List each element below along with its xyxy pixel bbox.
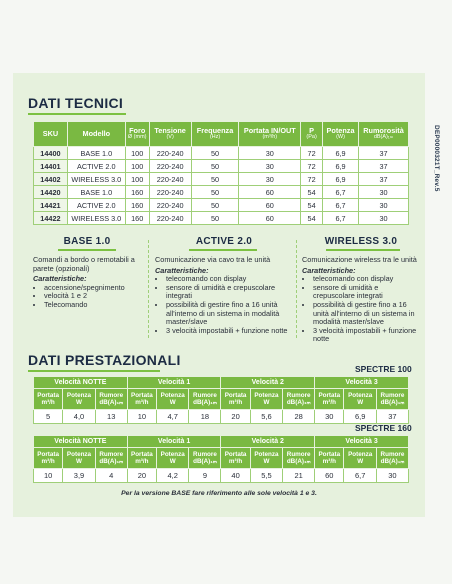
perf-group-header: Velocità 1 [127,377,221,389]
perf-subheader-unit: dB(A)₁ₘ [380,399,405,406]
perf-value-cell: 10 [127,410,156,424]
table-cell: 6,7 [323,212,359,225]
table-cell: 30 [359,186,409,199]
table-cell: ACTIVE 2.0 [67,160,125,173]
perf-group-header: Velocità 2 [221,377,315,389]
table-cell: 100 [125,173,149,186]
table-cell: 160 [125,186,149,199]
perf-subheader-cell [95,448,127,469]
column-divider [296,240,297,338]
table-cell: 160 [125,199,149,212]
tech-header-cell [34,122,68,147]
perf-value-cell: 5,6 [250,410,282,424]
feature-item: • Telecomando [44,301,141,310]
perf-subheader-label: Portata [131,450,153,458]
perf-subheader-unit: dB(A)₁ₘ [380,458,405,465]
perf-subheader-label: Potenza [66,391,92,399]
table-cell: 54 [301,212,323,225]
table-cell: 30 [359,212,409,225]
table-cell: BASE 1.0 [67,147,125,160]
table-cell: 6,7 [323,199,359,212]
title-underline [28,113,126,115]
perf-subheader-label: Rumore [380,450,405,458]
perf-value-cell: 13 [95,410,127,424]
feature-item: • 3 velocità impostabili + funzione notte [313,327,420,344]
table-cell: 14420 [34,186,68,199]
perf-subheader-label: Rumore [99,450,124,458]
perf-table-spectre160 [33,435,409,483]
perf-value-cell: 4 [95,469,127,483]
perf-subheader-cell [189,448,221,469]
perf-subheader-cell [283,448,315,469]
perf-subheader-unit: W [76,399,82,406]
model-title-underline [58,249,116,251]
tech-header-cell [359,122,409,147]
perf-group-header: Velocità 3 [315,436,409,448]
perf-subheader-unit: W [169,399,176,406]
perf-subheader-unit: m³/h [322,458,336,465]
tech-header-unit: (m³/h) [262,133,278,140]
perf-value-cell: 3,9 [63,469,95,483]
tech-header-label: Portata IN/OUT [243,126,296,136]
table-cell: 30 [239,147,301,160]
tech-header-label: P [309,126,315,136]
feature-list-active [155,275,293,335]
perf-value-cell: 30 [315,410,344,424]
perf-subheader-cell [157,389,189,410]
perf-subheader-cell [315,389,344,410]
perf-subheader-unit: dB(A)₁ₘ [286,458,311,465]
perf-subheader-unit: W [357,399,364,406]
perf-subheader-unit: m³/h [135,458,149,465]
tech-header-cell [125,122,149,147]
feature-list-base [33,284,141,310]
table-cell: 50 [191,147,239,160]
tech-header-label: Tensione [154,126,186,136]
table-cell: 100 [125,147,149,160]
perf-subheader-label: Potenza [66,450,92,458]
table-cell: 37 [359,147,409,160]
tech-header-cell [239,122,301,147]
perf-subheader-cell [250,448,282,469]
table-cell: 6,9 [323,147,359,160]
perf-value-cell: 21 [283,469,315,483]
perf-subheader-label: Rumore [286,391,311,399]
table-cell: 50 [191,173,239,186]
perf-value-cell: 30 [376,469,408,483]
footnote: Per la versione BASE fare riferimento alle sole velocità 1 e 3. [121,490,317,497]
column-divider [148,240,149,338]
tech-header-label: Potenza [326,126,355,136]
spectre100-title: SPECTRE 100 [355,364,412,374]
tech-header-cell [191,122,239,147]
model-title-base: BASE 1.0 [63,236,111,247]
table-cell: 54 [301,186,323,199]
table-cell: WIRELESS 3.0 [67,212,125,225]
table-cell: 60 [239,199,301,212]
table-row [34,199,409,212]
table-cell: 72 [301,147,323,160]
perf-subheader-label: Potenza [160,391,185,399]
perf-subheader-label: Portata [37,450,59,458]
perf-subheader-unit: W [357,458,364,465]
model-intro: Comunicazione wireless tra le unità [302,255,417,264]
table-cell: 50 [191,160,239,173]
perf-group-header: Velocità NOTTE [34,377,128,389]
table-row [34,160,409,173]
perf-subheader-label: Portata [224,450,247,458]
document-code: DEP0000321T_Rev.5 [433,125,440,192]
tech-header-label: Modello [82,129,111,139]
table-cell: 6,7 [323,186,359,199]
table-cell: 14402 [34,173,68,186]
tech-header-label: Rumorosità [363,126,404,136]
model-title-underline [189,249,257,251]
feature-item: • telecomando con display [313,275,420,284]
spectre160-title: SPECTRE 160 [355,423,412,433]
perf-subheader-label: Portata [318,450,341,458]
tech-header-cell [149,122,191,147]
perf-subheader-cell [189,389,221,410]
perf-group-header: Velocità 1 [127,436,221,448]
perf-subheader-label: Rumore [380,391,405,399]
perf-subheader-label: Potenza [254,391,279,399]
perf-subheader-cell [283,389,315,410]
perf-subheader-label: Rumore [193,391,217,399]
perf-subheader-cell [376,389,408,410]
feature-item: • sensore di umidità e crepuscolare integrati [313,284,420,301]
table-row [34,186,409,199]
tech-table [33,121,409,225]
perf-subheader-cell [344,448,376,469]
tech-header-unit: dB(A)₁ₘ [373,133,394,140]
perf-subheader-unit: dB(A)₁ₘ [99,399,124,406]
tech-header-label: Foro [129,126,146,136]
table-cell: 100 [125,160,149,173]
perf-subheader-label: Potenza [348,391,373,399]
perf-subheader-label: Potenza [254,450,279,458]
perf-subheader-unit: dB(A)₁ₘ [193,458,217,465]
perf-value-cell: 9 [189,469,221,483]
table-cell: 50 [191,186,239,199]
perf-group-row [34,436,409,448]
table-cell: 14421 [34,199,68,212]
model-column-wireless [302,256,420,344]
perf-subheader-label: Portata [318,391,341,399]
perf-subheader-label: Portata [37,391,59,399]
perf-subheader-label: Potenza [160,450,185,458]
feature-item: • velocità 1 e 2 [44,292,141,301]
model-intro: Comunicazione via cavo tra le unità [155,255,271,264]
perf-subheader-cell [95,389,127,410]
table-cell: 60 [239,186,301,199]
table-cell: BASE 1.0 [67,186,125,199]
perf-subheader-cell [221,448,250,469]
perf-subheader-cell [344,389,376,410]
perf-subheader-cell [221,389,250,410]
tech-table-body [34,147,409,225]
characteristics-label: Caratteristiche: [155,265,209,275]
perf-subheader-cell [63,448,95,469]
tech-header-unit: (W) [336,133,345,140]
perf-subheader-cell [157,448,189,469]
model-title-wireless: WIRELESS 3.0 [324,236,398,247]
table-cell: 14401 [34,160,68,173]
tech-header-label: Frequenza [196,126,234,136]
perf-value-cell: 20 [221,410,250,424]
perf-values-row [34,469,409,483]
table-cell: 72 [301,173,323,186]
tech-header-cell [67,122,125,147]
section-title-dati-tecnici: DATI TECNICI [28,95,124,111]
perf-subheader-unit: m³/h [322,399,336,406]
perf-subheader-cell [250,389,282,410]
table-cell: 220-240 [149,173,191,186]
feature-item: • telecomando con display [166,275,293,284]
tech-header-unit: (Pa) [306,133,317,140]
table-row [34,147,409,160]
perf-value-cell: 60 [315,469,344,483]
perf-value-cell: 18 [189,410,221,424]
perf-value-cell: 6,9 [344,410,376,424]
perf-subheader-unit: W [263,458,270,465]
table-cell: 72 [301,160,323,173]
perf-subheader-cell [34,448,63,469]
table-cell: 6,9 [323,160,359,173]
perf-subheader-row [34,448,409,469]
tech-header-label: SKU [42,129,59,139]
section-title-dati-prestazionali: DATI PRESTAZIONALI [28,352,181,368]
perf-value-cell: 6,7 [344,469,376,483]
perf-subheader-label: Potenza [348,450,373,458]
perf-value-cell: 20 [127,469,156,483]
table-cell: 37 [359,173,409,186]
table-cell: 50 [191,199,239,212]
perf-values-row [34,410,409,424]
perf-subheader-label: Rumore [193,450,217,458]
model-title-active: ACTIVE 2.0 [195,236,253,247]
tech-header-unit: (Hz) [209,133,221,140]
perf-subheader-unit: dB(A)₁ₘ [193,399,217,406]
tech-header-unit: (V) [166,133,174,140]
perf-subheader-unit: W [169,458,176,465]
table-cell: 54 [301,199,323,212]
characteristics-label: Caratteristiche: [33,274,87,284]
perf-group-header: Velocità 2 [221,436,315,448]
perf-subheader-unit: m³/h [228,399,243,406]
model-title-underline [326,249,400,251]
perf-subheader-unit: m³/h [135,399,149,406]
perf-value-cell: 4,7 [157,410,189,424]
perf-table-spectre100 [33,376,409,424]
table-cell: 220-240 [149,212,191,225]
perf-value-cell: 40 [221,469,250,483]
table-cell: 6,9 [323,173,359,186]
perf-subheader-unit: m³/h [228,458,243,465]
perf-subheader-unit: W [76,458,82,465]
perf-value-cell: 37 [376,410,408,424]
perf-group-header: Velocità 3 [315,377,409,389]
title-underline [28,370,160,372]
perf-group-row [34,377,409,389]
perf-subheader-cell [34,389,63,410]
feature-item: • 3 velocità impostabili + funzione notte [166,327,293,336]
perf-subheader-unit: W [263,399,270,406]
tech-header-row [34,122,409,147]
perf-value-cell: 5 [34,410,63,424]
tech-header-cell [323,122,359,147]
perf-subheader-cell [127,389,156,410]
model-intro: Comandi a bordo o remotabili a parete (opzionali) [33,255,135,273]
perf-subheader-row [34,389,409,410]
perf-group-header: Velocità NOTTE [34,436,128,448]
table-cell: 160 [125,212,149,225]
perf-subheader-cell [127,448,156,469]
feature-list-wireless [302,275,420,344]
table-cell: 30 [359,199,409,212]
perf-subheader-cell [63,389,95,410]
perf-subheader-label: Portata [224,391,247,399]
table-row [34,173,409,186]
model-column-base [33,256,141,310]
table-cell: 220-240 [149,199,191,212]
perf-subheader-label: Rumore [99,391,124,399]
table-cell: 60 [239,212,301,225]
tech-header-cell [301,122,323,147]
perf-subheader-cell [315,448,344,469]
feature-item: • possibilità di gestire fino a 16 unità all'interno di un sistema in modalità master/slave [166,301,293,327]
perf-value-cell: 4,2 [157,469,189,483]
feature-item: • accensione/spegnimento [44,284,141,293]
table-cell: 50 [191,212,239,225]
tech-header-unit: Ø (mm) [127,133,147,140]
table-cell: 37 [359,160,409,173]
characteristics-label: Caratteristiche: [302,265,356,275]
table-cell: 220-240 [149,186,191,199]
table-cell: 220-240 [149,147,191,160]
perf-subheader-unit: m³/h [41,458,55,465]
table-cell: 14400 [34,147,68,160]
perf-subheader-cell [376,448,408,469]
perf-value-cell: 5,5 [250,469,282,483]
perf-value-cell: 28 [283,410,315,424]
perf-subheader-label: Rumore [286,450,311,458]
feature-item: • sensore di umidità e crepuscolare integrati [166,284,293,301]
table-row [34,212,409,225]
perf-subheader-unit: dB(A)₁ₘ [286,399,311,406]
feature-item: • possibilità di gestire fino a 16 unità all'interno di un sistema in modalità master/slave [313,301,420,327]
perf-subheader-label: Portata [131,391,153,399]
perf-subheader-unit: dB(A)₁ₘ [99,458,124,465]
table-cell: 220-240 [149,160,191,173]
perf-subheader-unit: m³/h [41,399,55,406]
table-cell: 14422 [34,212,68,225]
model-column-active [155,256,293,335]
perf-value-cell: 10 [34,469,63,483]
perf-value-cell: 4,0 [63,410,95,424]
table-cell: 30 [239,173,301,186]
table-cell: 30 [239,160,301,173]
table-cell: ACTIVE 2.0 [67,199,125,212]
table-cell: WIRELESS 3.0 [67,173,125,186]
